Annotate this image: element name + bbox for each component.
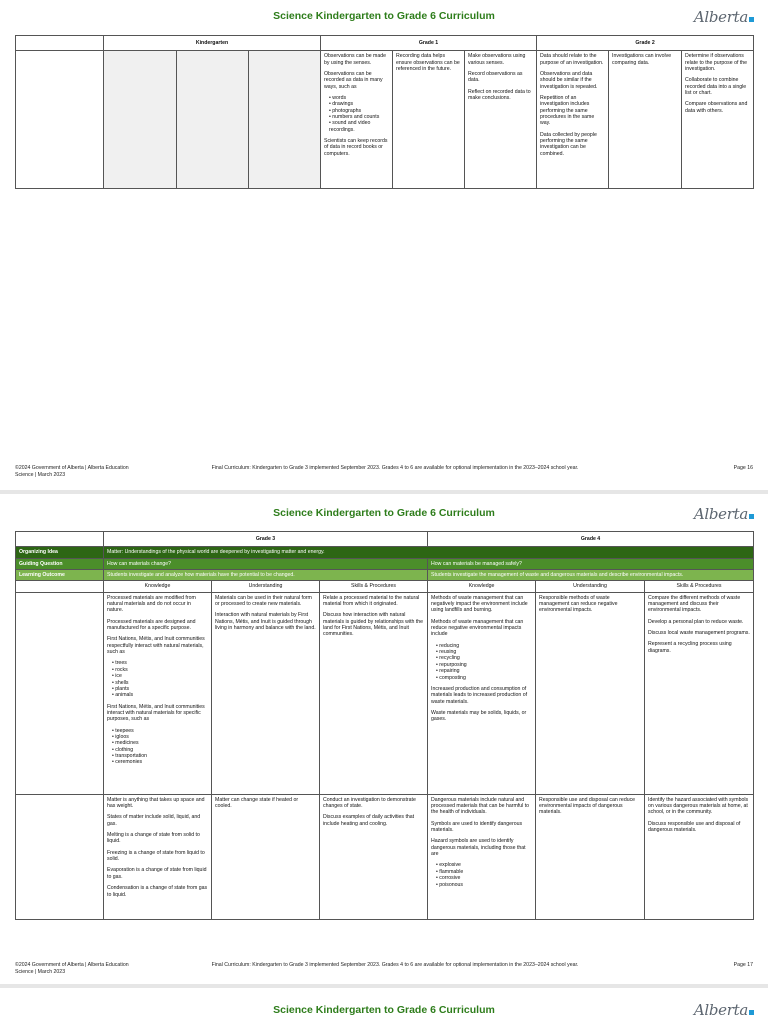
grade3-knowledge-cell: Matter is anything that takes up space and has weight. States of matter include solid, liquid, and gas. Melting is a change of state from solid to liquid. Freezing is a change of state from liquid to solid. Evaporation is a change of state from liquid to gas. Condensation is a change of state from gas to liquid.	[104, 794, 212, 919]
grade1-knowledge-cell: Observations can be made by using the senses. Observations can be recorded as data in many ways, such as • words • drawings • photographs • numbers and counts • sound and video recordings. Scientists can keep records of data in record books or computers.	[321, 51, 393, 189]
grade4-skills-cell: Identify the hazard associated with symbols on various dangerous materials at home, at school, or in the community. Discuss responsible use and disposal of dangerous materials.	[645, 794, 754, 919]
page-title: Science Kindergarten to Grade 6 Curriculum	[273, 1004, 495, 1016]
kindergarten-empty-cell	[249, 51, 321, 189]
grade3-understanding-header: Understanding	[212, 581, 320, 592]
organizing-idea-label: Organizing Idea	[16, 547, 104, 558]
grade4-header: Grade 4	[428, 532, 754, 547]
grade4-knowledge-cell: Methods of waste management that can negatively impact the environment include using landfills and burning. Methods of waste management that can reduce negative environmental impacts include • reducing • reusing • recycling • repurposing • repairing • composting Increased production and consumption of materials leads to increased production of waste materials. Waste materials may be solids, liquids, or gases.	[428, 592, 536, 794]
curriculum-table	[15, 35, 754, 189]
page-title: Science Kindergarten to Grade 6 Curriculum	[273, 10, 495, 22]
grade4-understanding-cell: Responsible use and disposal can reduce environmental impacts of dangerous materials.	[536, 794, 645, 919]
grade1-understanding-cell: Recording data helps ensure observations can be referenced in the future.	[393, 51, 465, 189]
page-18	[0, 988, 768, 1024]
page-17: Science Kindergarten to Grade 6 Curriculum Alberta Grade 3 Grade 4 Organizing Idea Matter: Understandings of the physical world are deepened by investigating matter and energy. Guiding Question How can materials change? How can materials be managed safely? Learning Outcome Students investigate and analyze how materials have the potential to be changed. Students investigate the management of waste and dangerous materials and describe environmental impacts. Knowledge Understanding Skills & Procedures Knowledge Understanding Skills & Procedures Processed materials are modified from natural materials and do not occur in nature. Processed materials are designed and manufactured for a specific purpose. First Nations, Métis, and Inuit communities respectfully interact with natural materials, such as • trees • rocks • ice • shells • plants • animals First Nations, Métis, and Inuit communities interact with natural materials for specific purposes, such as • teepees • igloos • medicines • clothing • transportation • ceremonies Materials can be used in their natural form or processed to create new materials. Interaction with natural materials by First Nations, Métis, and Inuit is guided through living in harmony and balance with the land. Relate a processed material to the natural material from which it originated. Discuss how interaction with natural materials is guided by relationships with the land for First Nations, Métis, and Inuit communities. Methods of waste management that can negatively impact the environment include using landfills and burning. Methods of waste management that can reduce negative environmental impacts include • reducing • reusing • recycling • repurposing • repairing • composting Increased production and consumption of materials leads to increased production of waste materials. Waste materials may be solids, liquids, or gases. Responsible methods of waste management can reduce negative environmental impacts. Compare the different methods of waste management and discuss their environmental impacts. Develop a personal plan to reduce waste. Discuss local waste management programs. Represent a recycling process using diagrams. Matter is anything that takes up space and has weight. States of matter include solid, liquid, and gas. Melting is a change of state from solid to liquid. Freezing is a change of state from liquid to solid. Evaporation is a change of state from liquid to gas. Condensation is a change of state from gas to liquid. Matter can change state if heated or cooled. Conduct an investigation to demonstrate changes of state. Discuss examples of daily activities that include heating and cooling. Dangerous materials include natural and processed materials that can be harmful to the health of individuals. Symbols are used to identify dangerous materials. Hazard symbols are used to identify dangerous materials, including those that are • explosive • flammable • corrosive • poisonous Responsible use and disposal can reduce environmental impacts of dangerous materials. Identify the hazard associated with symbols on various dangerous materials at home, at school, or in the community. Discuss responsible use and disposal of dangerous materials. ©2024 Government of Alberta | Alberta Education Science | March 2023 Final Curriculum: Kindergarten to Grade 3 implemented September 2023. Grades 4 to 6 are available for optional implementation in the 2023–2024 school year. Page 17	[0, 494, 768, 986]
page-number: Page 16	[733, 465, 753, 471]
grade3-skills-cell: Conduct an investigation to demonstrate changes of state. Discuss examples of daily activities that include heating and cooling.	[320, 794, 428, 919]
curriculum-table	[15, 531, 754, 920]
grade2-skills-cell: Determine if observations relate to the purpose of the investigation. Collaborate to combine recorded data into a single list or chart. Compare observations and data with others.	[682, 51, 754, 189]
grade3-knowledge-header: Knowledge	[104, 581, 212, 592]
grade3-understanding-cell: Matter can change state if heated or cooled.	[212, 794, 320, 919]
kindergarten-empty-cell	[104, 51, 177, 189]
alberta-logo: Alberta	[694, 505, 754, 523]
row-label-cell	[16, 581, 104, 592]
kindergarten-empty-cell	[177, 51, 249, 189]
row-label-cell	[16, 794, 104, 919]
logo-square-icon	[749, 1010, 754, 1015]
grade4-knowledge-cell: Dangerous materials include natural and processed materials that can be harmful to the health of individuals. Symbols are used to identify dangerous materials. Hazard symbols are used to identify dangerous materials, including those that are • explosive • flammable • corrosive • poisonous	[428, 794, 536, 919]
grade2-header: Grade 2	[537, 36, 754, 51]
grade1-skills-cell: Make observations using various senses. Record observations as data. Reflect on recorded data to make conclusions.	[465, 51, 537, 189]
grade3-knowledge-cell: Processed materials are modified from natural materials and do not occur in nature. Processed materials are designed and manufactured for a specific purpose. First Nations, Métis, and Inuit communities respectfully interact with natural materials, such as • trees • rocks • ice • shells • plants • animals First Nations, Métis, and Inuit communities interact with natural materials for specific purposes, such as • teepees • igloos • medicines • clothing • transportation • ceremonies	[104, 592, 212, 794]
grade4-skills-header: Skills & Procedures	[645, 581, 754, 592]
grade1-header: Grade 1	[321, 36, 537, 51]
row-label-header	[16, 532, 104, 547]
grade3-skills-cell: Relate a processed material to the natural material from which it originated. Discuss how interaction with natural materials is guided by relationships with the land for First Nations, Métis, and Inuit communities.	[320, 592, 428, 794]
logo-square-icon	[749, 17, 754, 22]
grade4-understanding-header: Understanding	[536, 581, 645, 592]
grade4-skills-cell: Compare the different methods of waste management and discuss their environmental impacts. Develop a personal plan to reduce waste. Discuss local waste management programs. Represent a recycling process using diagrams.	[645, 592, 754, 794]
page-16: Science Kindergarten to Grade 6 Curriculum Alberta Kindergarten Grade 1 Grade 2 Observations can be made by using the senses. Observations can be recorded as data in many ways, such as • words • drawings • photographs • numbers and counts • sound and video recordings. Scientists can keep records of data in record books or computers. Recording data helps ensure observations can be referenced in the future. Make observations using various senses. Record observations as data. Reflect on recorded data to make conclusions. Data should relate to the purpose of an investigation. Observations and data should be similar if the investigation is repeated. Repetition of an investigation includes performing the same procedures in the same way. Data collected by people performing the same investigation can be combined. Investigations can involve comparing data. Determine if observations relate to the purpose of the investigation. Collaborate to combine recorded data into a single list or chart. Compare observations and data with others. ©2024 Government of Alberta | Alberta Education Science | March 2023 Final Curriculum: Kindergarten to Grade 3 implemented September 2023. Grades 4 to 6 are available for optional implementation in the 2023–2024 school year. Page 16	[0, 0, 768, 492]
page-title: Science Kindergarten to Grade 6 Curriculum	[273, 507, 495, 519]
grade3-skills-header: Skills & Procedures	[320, 581, 428, 592]
alberta-logo: Alberta	[694, 8, 754, 26]
grade3-understanding-cell: Materials can be used in their natural form or processed to create new materials. Interaction with natural materials by First Nations, Métis, and Inuit is guided through living in harmony and balance with the land.	[212, 592, 320, 794]
organizing-idea-text: Matter: Understandings of the physical world are deepened by investigating matter and energy.	[104, 547, 754, 558]
grade4-understanding-cell: Responsible methods of waste management can reduce negative environmental impacts.	[536, 592, 645, 794]
grade4-guiding-question: How can materials be managed safely?	[428, 558, 754, 569]
grade3-learning-outcome: Students investigate and analyze how materials have the potential to be changed.	[104, 570, 428, 581]
grade4-learning-outcome: Students investigate the management of waste and dangerous materials and describe environmental impacts.	[428, 570, 754, 581]
grade2-knowledge-cell: Data should relate to the purpose of an investigation. Observations and data should be similar if the investigation is repeated. Repetition of an investigation includes performing the same procedures in the same way. Data collected by people performing the same investigation can be combined.	[537, 51, 609, 189]
logo-square-icon	[749, 514, 754, 519]
grade3-guiding-question: How can materials change?	[104, 558, 428, 569]
kindergarten-header: Kindergarten	[104, 36, 321, 51]
row-label-cell	[16, 51, 104, 189]
grade3-header: Grade 3	[104, 532, 428, 547]
row-label-header	[16, 36, 104, 51]
row-label-cell	[16, 592, 104, 794]
page-number: Page 17	[733, 962, 753, 968]
guiding-question-label: Guiding Question	[16, 558, 104, 569]
grade2-understanding-cell: Investigations can involve comparing data.	[609, 51, 682, 189]
grade4-knowledge-header: Knowledge	[428, 581, 536, 592]
learning-outcome-label: Learning Outcome	[16, 570, 104, 581]
alberta-logo: Alberta	[694, 1001, 754, 1019]
